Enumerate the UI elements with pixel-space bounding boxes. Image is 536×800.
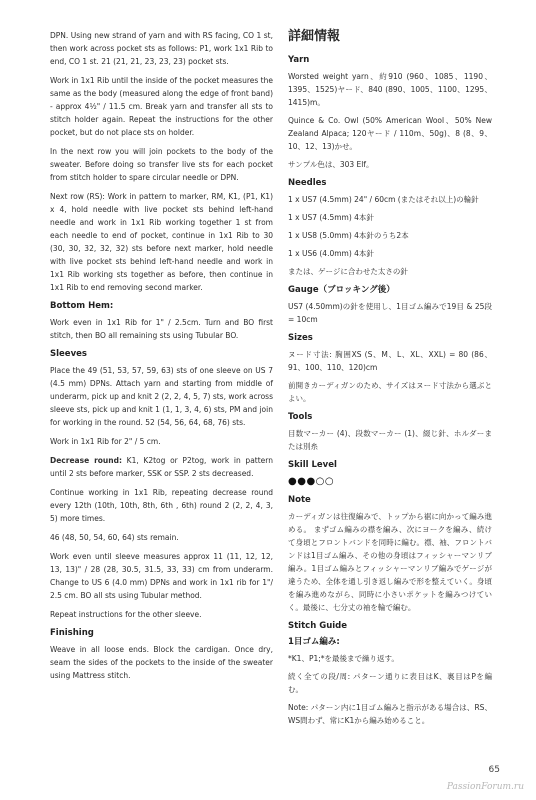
sleeves-heading: Sleeves: [50, 349, 87, 359]
skill-rating-dots: ●●●○○: [288, 476, 335, 487]
tools-heading: Tools: [288, 412, 313, 422]
note-text: カーディガンは往復編みで、トップから裾に向かって編み進める。 まずゴム編みの襟を編み、次にヨークを編み、続けて身頃とフロントバンドを同時に編む。襟、袖、フロントバンドは1目ゴム編み、その他の身頃はフィッシャーマンリブ編み。1目ゴム編みとフィッシャーマンリブ編みでゲージが違うため、全体を通し引き返し編みで形を整えていく。身頃を編み進めながら、同時に小さいポケットを編みつけていく。最後に、七分丈の袖を輪で編む。: [288, 512, 492, 612]
sleeves-paragraph: Place the 49 (51, 53, 57, 59, 63) sts of one sleeve on US 7 (4.5 mm) DPNs. Attach yarn and starting from middle of underarm, pick up and knit 2 (2, 2, 4, 5, 7) sts, work across sleeve sts, pick up and knit 1 (1, 1, 3, 4, 6) sts, PM and join for working in the round. 52 (54, 56, 64, 68, 76) sts.: [50, 366, 273, 427]
needle-item: 1 x US7 (4.5mm) 24" / 60cm (またはそれ以上)の輪針: [288, 195, 479, 204]
details-title: 詳細情報: [288, 29, 341, 44]
right-column: [288, 29, 492, 732]
stitch-guide-text: *K1、P1;*を最後まで繰り返す。: [288, 654, 399, 663]
decrease-round-text: K1, K2tog or P2tog, work in pattern until 2 sts before marker, SSK or SSP. 2 sts decreased.: [50, 456, 273, 478]
stitch-guide-heading: Stitch Guide: [288, 621, 348, 631]
bottom-hem-text: Work even in 1x1 Rib for 1" / 2.5cm. Turn and BO first stitch, then BO all remaining sts using Tubular BO.: [50, 318, 273, 340]
stitch-guide-text: Note: パターン内に1目ゴム編みと指示がある場合は、RS、WS問わず、常にK1から編み始めること。: [288, 703, 492, 725]
tools-text: 目数マーカー (4)、段数マーカー (1)、綴じ針、ホルダーまたは別糸: [288, 429, 492, 451]
left-column: [50, 29, 273, 688]
sleeves-paragraph: 46 (48, 50, 54, 60, 64) sts remain.: [50, 533, 179, 542]
intro-paragraph: DPN. Using new strand of yarn and with RS facing, CO 1 st, then work across pocket sts as follows: P1, work 1x1 Rib to end, CO 1 st. 21 (21, 21, 23, 23, 23) pocket sts.: [50, 31, 273, 66]
yarn-text: サンプル色は、303 Elf。: [288, 160, 374, 169]
intro-paragraph: Next row (RS): Work in pattern to marker, RM, K1, (P1, K1) x 4, hold needle with live pocket sts behind left-hand needle and work in 1x1 Rib working together 1 st from each needle to end of pocket, continue in 1x1 Rib to 30 (30, 30, 32, 32, 32) sts before next marker, hold needle with live pocket sts behind left-hand needle and work in 1x1 Rib working sts together as before, then continue in 1x1 Rib to end removing second marker.: [50, 192, 273, 292]
intro-paragraph: Work in 1x1 Rib until the inside of the pocket measures the same as the body (measured along the edge of front band) - approx 4½" / 11.5 cm. Break yarn and transfer all sts to stitch holder again. Repeat the instructions for the other pocket, but do not place sts on holder.: [50, 76, 273, 137]
sleeves-paragraph: Work even until sleeve measures approx 11 (11, 12, 12, 13, 13)" / 28 (28, 30.5, 31.5, 33, 33) cm from underarm. Change to US 6 (4.0 mm) DPNs and work in 1x1 rib for 1"/ 2.5 cm. BO all sts using Tubular method.: [50, 552, 273, 600]
needle-item: 1 x US7 (4.5mm) 4本針: [288, 213, 374, 222]
gauge-heading: Gauge（ブロッキング後）: [288, 285, 395, 295]
needles-heading: Needles: [288, 178, 327, 188]
intro-paragraph: In the next row you will join pockets to the body of the sweater. Before doing so transfer live sts for each pocket from stitch holder to spare circular needle or DPN.: [50, 147, 273, 182]
sizes-text: 前開きカーディガンのため、サイズはヌード寸法から選ぶとよい。: [288, 381, 492, 403]
yarn-text: Quince & Co. Owl (50% American Wool、50% New Zealand Alpaca; 120ヤード / 110m、50g)、8 (8、9、10、12、13)かせ。: [288, 116, 492, 151]
decrease-round-label: Decrease round:: [50, 456, 122, 465]
page-number: 65: [488, 765, 500, 775]
decrease-round-paragraph: [50, 454, 273, 480]
yarn-heading: Yarn: [288, 55, 310, 65]
skill-level-heading: Skill Level: [288, 460, 337, 470]
finishing-text: Weave in all loose ends. Block the cardigan. Once dry, seam the sides of the pockets to the inside of the sweater using Mattress stitch.: [50, 645, 273, 680]
finishing-heading: Finishing: [50, 628, 94, 638]
gauge-text: US7 (4.50mm)の針を使用し、1目ゴム編みで19目 & 25段 = 10cm: [288, 302, 492, 324]
watermark-text: PassionForum.ru: [446, 782, 524, 792]
stitch-guide-text: 続く全ての段/周: パターン通りに表目はK、裏目はPを編む。: [288, 672, 492, 694]
sleeves-paragraph: Work in 1x1 Rib for 2" / 5 cm.: [50, 437, 161, 446]
sizes-heading: Sizes: [288, 333, 313, 343]
sizes-text: ヌード寸法: 胸囲XS (S、M、L、XL、XXL) = 80 (86、91、100、110、120)cm: [288, 350, 492, 372]
needle-item: 1 x US6 (4.0mm) 4本針: [288, 249, 374, 258]
note-heading: Note: [288, 495, 311, 505]
bottom-hem-heading: Bottom Hem:: [50, 301, 114, 311]
needle-item: または、ゲージに合わせた太さの針: [288, 267, 408, 276]
sleeves-paragraph: Repeat instructions for the other sleeve.: [50, 610, 202, 619]
needle-item: 1 x US8 (5.0mm) 4本針のうち2本: [288, 231, 409, 240]
rib-subheading: 1目ゴム編み:: [288, 637, 340, 647]
yarn-text: Worsted weight yarn、約910 (960、1085、1190、1395、1525)ヤード、840 (890、1005、1100、1295、1415)m。: [288, 72, 492, 107]
sleeves-paragraph: Continue working in 1x1 Rib, repeating decrease round every 12th (10th, 10th, 8th, 6th , 6th) round 2 (2, 2, 4, 3, 5) more times.: [50, 488, 273, 523]
